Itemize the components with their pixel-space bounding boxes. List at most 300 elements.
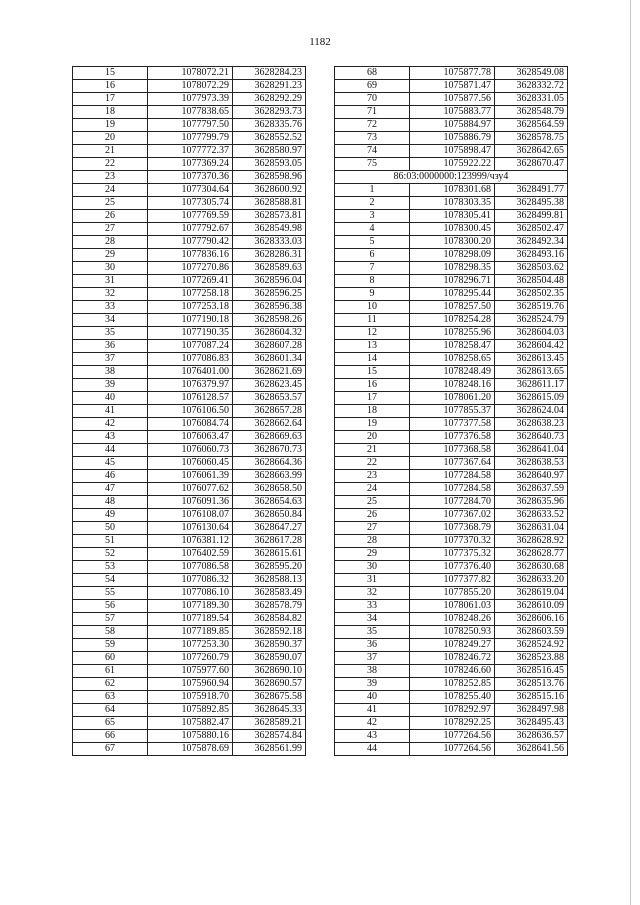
y-coordinate-cell: 3628590.37 (233, 639, 306, 652)
point-number-cell: 67 (73, 743, 148, 756)
table-row (335, 444, 568, 457)
x-coordinate-cell: 1078292.97 (410, 704, 495, 717)
y-coordinate-cell: 3628598.96 (233, 171, 306, 184)
point-number-cell: 22 (73, 158, 148, 171)
y-coordinate-cell: 3628564.59 (495, 119, 568, 132)
y-coordinate-cell: 3628561.99 (233, 743, 306, 756)
y-coordinate-cell: 3628513.76 (495, 678, 568, 691)
point-number-cell: 31 (73, 275, 148, 288)
table-row (73, 379, 306, 392)
x-coordinate-cell: 1077086.32 (148, 574, 233, 587)
x-coordinate-cell: 1078250.93 (410, 626, 495, 639)
table-row (335, 275, 568, 288)
x-coordinate-cell: 1075877.56 (410, 93, 495, 106)
table-row (335, 613, 568, 626)
table-row (73, 327, 306, 340)
point-number-cell: 38 (335, 665, 410, 678)
x-coordinate-cell: 1075960.94 (148, 678, 233, 691)
x-coordinate-cell: 1078303.35 (410, 197, 495, 210)
y-coordinate-cell: 3628610.09 (495, 600, 568, 613)
x-coordinate-cell: 1078295.44 (410, 288, 495, 301)
point-number-cell: 38 (73, 366, 148, 379)
x-coordinate-cell: 1078249.27 (410, 639, 495, 652)
x-coordinate-cell: 1077375.32 (410, 548, 495, 561)
x-coordinate-cell: 1076381.12 (148, 535, 233, 548)
point-number-cell: 40 (335, 691, 410, 704)
point-number-cell: 44 (73, 444, 148, 457)
table-row (73, 340, 306, 353)
x-coordinate-cell: 1077855.20 (410, 587, 495, 600)
x-coordinate-cell: 1077190.18 (148, 314, 233, 327)
table-row (73, 262, 306, 275)
point-number-cell: 6 (335, 249, 410, 262)
point-number-cell: 20 (73, 132, 148, 145)
x-coordinate-cell: 1077270.86 (148, 262, 233, 275)
table-row (335, 704, 568, 717)
point-number-cell: 57 (73, 613, 148, 626)
point-number-cell: 48 (73, 496, 148, 509)
point-number-cell: 65 (73, 717, 148, 730)
x-coordinate-cell: 1078246.72 (410, 652, 495, 665)
y-coordinate-cell: 3628642.65 (495, 145, 568, 158)
y-coordinate-cell: 3628291.23 (233, 80, 306, 93)
point-number-cell: 63 (73, 691, 148, 704)
y-coordinate-cell: 3628607.28 (233, 340, 306, 353)
table-row (73, 314, 306, 327)
y-coordinate-cell: 3628574.84 (233, 730, 306, 743)
point-number-cell: 1 (335, 184, 410, 197)
table-row (335, 652, 568, 665)
y-coordinate-cell: 3628653.57 (233, 392, 306, 405)
x-coordinate-cell: 1078258.65 (410, 353, 495, 366)
point-number-cell: 35 (335, 626, 410, 639)
section-header-row (335, 171, 568, 184)
point-number-cell: 17 (335, 392, 410, 405)
table-row (73, 613, 306, 626)
point-number-cell: 32 (335, 587, 410, 600)
table-row (73, 210, 306, 223)
y-coordinate-cell: 3628633.20 (495, 574, 568, 587)
y-coordinate-cell: 3628670.47 (495, 158, 568, 171)
x-coordinate-cell: 1077253.30 (148, 639, 233, 652)
point-number-cell: 20 (335, 431, 410, 444)
table-row (335, 301, 568, 314)
point-number-cell: 54 (73, 574, 148, 587)
x-coordinate-cell: 1077189.30 (148, 600, 233, 613)
x-coordinate-cell: 1078258.47 (410, 340, 495, 353)
table-row (73, 691, 306, 704)
x-coordinate-cell: 1077376.58 (410, 431, 495, 444)
y-coordinate-cell: 3628613.45 (495, 353, 568, 366)
y-coordinate-cell: 3628492.34 (495, 236, 568, 249)
point-number-cell: 25 (73, 197, 148, 210)
table-row (335, 717, 568, 730)
point-number-cell: 4 (335, 223, 410, 236)
x-coordinate-cell: 1075883.77 (410, 106, 495, 119)
point-number-cell: 51 (73, 535, 148, 548)
point-number-cell: 33 (335, 600, 410, 613)
point-number-cell: 39 (335, 678, 410, 691)
table-row (73, 223, 306, 236)
table-row (73, 366, 306, 379)
table-row (73, 587, 306, 600)
y-coordinate-cell: 3628583.49 (233, 587, 306, 600)
point-number-cell: 39 (73, 379, 148, 392)
table-row (73, 197, 306, 210)
point-number-cell: 25 (335, 496, 410, 509)
y-coordinate-cell: 3628596.04 (233, 275, 306, 288)
x-coordinate-cell: 1077086.83 (148, 353, 233, 366)
point-number-cell: 33 (73, 301, 148, 314)
y-coordinate-cell: 3628606.16 (495, 613, 568, 626)
y-coordinate-cell: 3628613.65 (495, 366, 568, 379)
point-number-cell: 31 (335, 574, 410, 587)
y-coordinate-cell: 3628641.04 (495, 444, 568, 457)
x-coordinate-cell: 1077799.79 (148, 132, 233, 145)
table-row (73, 405, 306, 418)
x-coordinate-cell: 1077769.59 (148, 210, 233, 223)
x-coordinate-cell: 1076402.59 (148, 548, 233, 561)
y-coordinate-cell: 3628589.21 (233, 717, 306, 730)
x-coordinate-cell: 1075878.69 (148, 743, 233, 756)
table-row (73, 106, 306, 119)
table-row (73, 67, 306, 80)
y-coordinate-cell: 3628523.88 (495, 652, 568, 665)
point-number-cell: 18 (335, 405, 410, 418)
x-coordinate-cell: 1078300.45 (410, 223, 495, 236)
table-row (335, 522, 568, 535)
x-coordinate-cell: 1077797.50 (148, 119, 233, 132)
y-coordinate-cell: 3628286.31 (233, 249, 306, 262)
y-coordinate-cell: 3628331.05 (495, 93, 568, 106)
y-coordinate-cell: 3628638.23 (495, 418, 568, 431)
table-row (335, 587, 568, 600)
table-row (335, 236, 568, 249)
y-coordinate-cell: 3628654.63 (233, 496, 306, 509)
table-row (335, 288, 568, 301)
table-row (73, 535, 306, 548)
table-row (335, 574, 568, 587)
table-row (73, 236, 306, 249)
y-coordinate-cell: 3628601.34 (233, 353, 306, 366)
y-coordinate-cell: 3628624.04 (495, 405, 568, 418)
point-number-cell: 27 (73, 223, 148, 236)
y-coordinate-cell: 3628588.81 (233, 197, 306, 210)
table-row (335, 548, 568, 561)
table-row (335, 743, 568, 756)
table-row (73, 249, 306, 262)
point-number-cell: 22 (335, 457, 410, 470)
y-coordinate-cell: 3628548.79 (495, 106, 568, 119)
point-number-cell: 29 (335, 548, 410, 561)
point-number-cell: 69 (335, 80, 410, 93)
x-coordinate-cell: 1077190.35 (148, 327, 233, 340)
y-coordinate-cell: 3628600.92 (233, 184, 306, 197)
x-coordinate-cell: 1077189.54 (148, 613, 233, 626)
x-coordinate-cell: 1078257.50 (410, 301, 495, 314)
point-number-cell: 23 (73, 171, 148, 184)
table-row (73, 444, 306, 457)
point-number-cell: 62 (73, 678, 148, 691)
point-number-cell: 66 (73, 730, 148, 743)
x-coordinate-cell: 1076130.64 (148, 522, 233, 535)
y-coordinate-cell: 3628675.58 (233, 691, 306, 704)
x-coordinate-cell: 1077376.40 (410, 561, 495, 574)
x-coordinate-cell: 1075977.60 (148, 665, 233, 678)
y-coordinate-cell: 3628573.81 (233, 210, 306, 223)
table-row (73, 392, 306, 405)
x-coordinate-cell: 1075882.47 (148, 717, 233, 730)
x-coordinate-cell: 1078072.29 (148, 80, 233, 93)
x-coordinate-cell: 1077253.18 (148, 301, 233, 314)
y-coordinate-cell: 3628604.32 (233, 327, 306, 340)
x-coordinate-cell: 1076077.62 (148, 483, 233, 496)
point-number-cell: 2 (335, 197, 410, 210)
table-row (73, 184, 306, 197)
x-coordinate-cell: 1078298.09 (410, 249, 495, 262)
right-coordinates-table (334, 66, 568, 756)
point-number-cell: 27 (335, 522, 410, 535)
x-coordinate-cell: 1077260.79 (148, 652, 233, 665)
y-coordinate-cell: 3628590.07 (233, 652, 306, 665)
table-row (335, 730, 568, 743)
point-number-cell: 29 (73, 249, 148, 262)
table-row (73, 418, 306, 431)
point-number-cell: 47 (73, 483, 148, 496)
y-coordinate-cell: 3628332.72 (495, 80, 568, 93)
y-coordinate-cell: 3628663.99 (233, 470, 306, 483)
point-number-cell: 36 (335, 639, 410, 652)
table-row (335, 457, 568, 470)
table-row (73, 652, 306, 665)
point-number-cell: 41 (73, 405, 148, 418)
x-coordinate-cell: 1076091.36 (148, 496, 233, 509)
y-coordinate-cell: 3628578.79 (233, 600, 306, 613)
x-coordinate-cell: 1077377.58 (410, 418, 495, 431)
table-row (73, 431, 306, 444)
point-number-cell: 68 (335, 67, 410, 80)
x-coordinate-cell: 1077367.02 (410, 509, 495, 522)
y-coordinate-cell: 3628596.25 (233, 288, 306, 301)
point-number-cell: 15 (73, 67, 148, 80)
x-coordinate-cell: 1077855.37 (410, 405, 495, 418)
x-coordinate-cell: 1077305.74 (148, 197, 233, 210)
table-row (335, 249, 568, 262)
point-number-cell: 43 (73, 431, 148, 444)
table-row (73, 626, 306, 639)
left-coordinates-table (72, 66, 306, 756)
point-number-cell: 42 (73, 418, 148, 431)
point-number-cell: 15 (335, 366, 410, 379)
table-row (335, 119, 568, 132)
point-number-cell: 43 (335, 730, 410, 743)
table-row (73, 145, 306, 158)
x-coordinate-cell: 1077369.24 (148, 158, 233, 171)
table-row (73, 288, 306, 301)
point-number-cell: 50 (73, 522, 148, 535)
x-coordinate-cell: 1077264.56 (410, 730, 495, 743)
y-coordinate-cell: 3628499.81 (495, 210, 568, 223)
y-coordinate-cell: 3628503.62 (495, 262, 568, 275)
x-coordinate-cell: 1076063.47 (148, 431, 233, 444)
y-coordinate-cell: 3628621.69 (233, 366, 306, 379)
x-coordinate-cell: 1077838.65 (148, 106, 233, 119)
table-row (335, 483, 568, 496)
y-coordinate-cell: 3628628.77 (495, 548, 568, 561)
x-coordinate-cell: 1078248.26 (410, 613, 495, 626)
x-coordinate-cell: 1075884.97 (410, 119, 495, 132)
table-row (335, 392, 568, 405)
table-row (73, 678, 306, 691)
point-number-cell: 21 (335, 444, 410, 457)
table-row (335, 197, 568, 210)
y-coordinate-cell: 3628524.79 (495, 314, 568, 327)
y-coordinate-cell: 3628495.43 (495, 717, 568, 730)
cadastral-section-label: 86:03:0000000:123999/чзу4 (335, 171, 568, 184)
point-number-cell: 56 (73, 600, 148, 613)
point-number-cell: 55 (73, 587, 148, 600)
point-number-cell: 26 (73, 210, 148, 223)
x-coordinate-cell: 1075898.47 (410, 145, 495, 158)
y-coordinate-cell: 3628552.52 (233, 132, 306, 145)
x-coordinate-cell: 1078300.20 (410, 236, 495, 249)
table-row (73, 600, 306, 613)
x-coordinate-cell: 1076060.73 (148, 444, 233, 457)
point-number-cell: 49 (73, 509, 148, 522)
y-coordinate-cell: 3628669.63 (233, 431, 306, 444)
y-coordinate-cell: 3628603.59 (495, 626, 568, 639)
table-row (335, 327, 568, 340)
point-number-cell: 60 (73, 652, 148, 665)
y-coordinate-cell: 3628623.45 (233, 379, 306, 392)
point-number-cell: 14 (335, 353, 410, 366)
point-number-cell: 64 (73, 704, 148, 717)
y-coordinate-cell: 3628491.77 (495, 184, 568, 197)
y-coordinate-cell: 3628284.23 (233, 67, 306, 80)
point-number-cell: 44 (335, 743, 410, 756)
table-row (335, 431, 568, 444)
table-row (335, 158, 568, 171)
y-coordinate-cell: 3628611.17 (495, 379, 568, 392)
point-number-cell: 36 (73, 340, 148, 353)
table-row (335, 67, 568, 80)
table-row (335, 132, 568, 145)
table-row (73, 717, 306, 730)
table-row (335, 561, 568, 574)
table-row (73, 353, 306, 366)
x-coordinate-cell: 1076401.00 (148, 366, 233, 379)
x-coordinate-cell: 1078255.96 (410, 327, 495, 340)
point-number-cell: 24 (335, 483, 410, 496)
point-number-cell: 5 (335, 236, 410, 249)
table-row (73, 80, 306, 93)
point-number-cell: 9 (335, 288, 410, 301)
table-row (73, 496, 306, 509)
x-coordinate-cell: 1076106.50 (148, 405, 233, 418)
point-number-cell: 70 (335, 93, 410, 106)
y-coordinate-cell: 3628598.26 (233, 314, 306, 327)
y-coordinate-cell: 3628335.76 (233, 119, 306, 132)
table-row (335, 600, 568, 613)
y-coordinate-cell: 3628637.59 (495, 483, 568, 496)
point-number-cell: 75 (335, 158, 410, 171)
table-row (73, 171, 306, 184)
y-coordinate-cell: 3628640.97 (495, 470, 568, 483)
y-coordinate-cell: 3628641.56 (495, 743, 568, 756)
y-coordinate-cell: 3628589.63 (233, 262, 306, 275)
table-row (335, 340, 568, 353)
x-coordinate-cell: 1076060.45 (148, 457, 233, 470)
y-coordinate-cell: 3628502.35 (495, 288, 568, 301)
y-coordinate-cell: 3628650.84 (233, 509, 306, 522)
x-coordinate-cell: 1078296.71 (410, 275, 495, 288)
point-number-cell: 41 (335, 704, 410, 717)
x-coordinate-cell: 1077284.58 (410, 470, 495, 483)
point-number-cell: 73 (335, 132, 410, 145)
y-coordinate-cell: 3628604.42 (495, 340, 568, 353)
point-number-cell: 52 (73, 548, 148, 561)
x-coordinate-cell: 1078255.40 (410, 691, 495, 704)
x-coordinate-cell: 1077836.16 (148, 249, 233, 262)
point-number-cell: 32 (73, 288, 148, 301)
table-row (73, 470, 306, 483)
x-coordinate-cell: 1077367.64 (410, 457, 495, 470)
y-coordinate-cell: 3628515.16 (495, 691, 568, 704)
x-coordinate-cell: 1075880.16 (148, 730, 233, 743)
page-edge-shadow (630, 0, 631, 905)
y-coordinate-cell: 3628593.05 (233, 158, 306, 171)
x-coordinate-cell: 1077087.24 (148, 340, 233, 353)
y-coordinate-cell: 3628657.28 (233, 405, 306, 418)
point-number-cell: 26 (335, 509, 410, 522)
table-row (335, 535, 568, 548)
table-row (73, 93, 306, 106)
y-coordinate-cell: 3628690.57 (233, 678, 306, 691)
point-number-cell: 42 (335, 717, 410, 730)
x-coordinate-cell: 1078246.60 (410, 665, 495, 678)
x-coordinate-cell: 1077086.10 (148, 587, 233, 600)
table-row (335, 210, 568, 223)
x-coordinate-cell: 1077284.70 (410, 496, 495, 509)
table-row (335, 691, 568, 704)
point-number-cell: 3 (335, 210, 410, 223)
x-coordinate-cell: 1077377.82 (410, 574, 495, 587)
x-coordinate-cell: 1077269.41 (148, 275, 233, 288)
x-coordinate-cell: 1078248.49 (410, 366, 495, 379)
point-number-cell: 17 (73, 93, 148, 106)
x-coordinate-cell: 1077086.58 (148, 561, 233, 574)
y-coordinate-cell: 3628664.36 (233, 457, 306, 470)
y-coordinate-cell: 3628588.13 (233, 574, 306, 587)
x-coordinate-cell: 1078305.41 (410, 210, 495, 223)
y-coordinate-cell: 3628549.98 (233, 223, 306, 236)
table-row (73, 119, 306, 132)
right-coordinates-body (335, 67, 568, 756)
table-row (335, 509, 568, 522)
y-coordinate-cell: 3628549.08 (495, 67, 568, 80)
table-row (335, 626, 568, 639)
x-coordinate-cell: 1077284.58 (410, 483, 495, 496)
point-number-cell: 19 (73, 119, 148, 132)
x-coordinate-cell: 1077772.37 (148, 145, 233, 158)
table-row (335, 223, 568, 236)
x-coordinate-cell: 1078061.20 (410, 392, 495, 405)
y-coordinate-cell: 3628519.76 (495, 301, 568, 314)
point-number-cell: 61 (73, 665, 148, 678)
y-coordinate-cell: 3628292.29 (233, 93, 306, 106)
point-number-cell: 7 (335, 262, 410, 275)
y-coordinate-cell: 3628635.96 (495, 496, 568, 509)
